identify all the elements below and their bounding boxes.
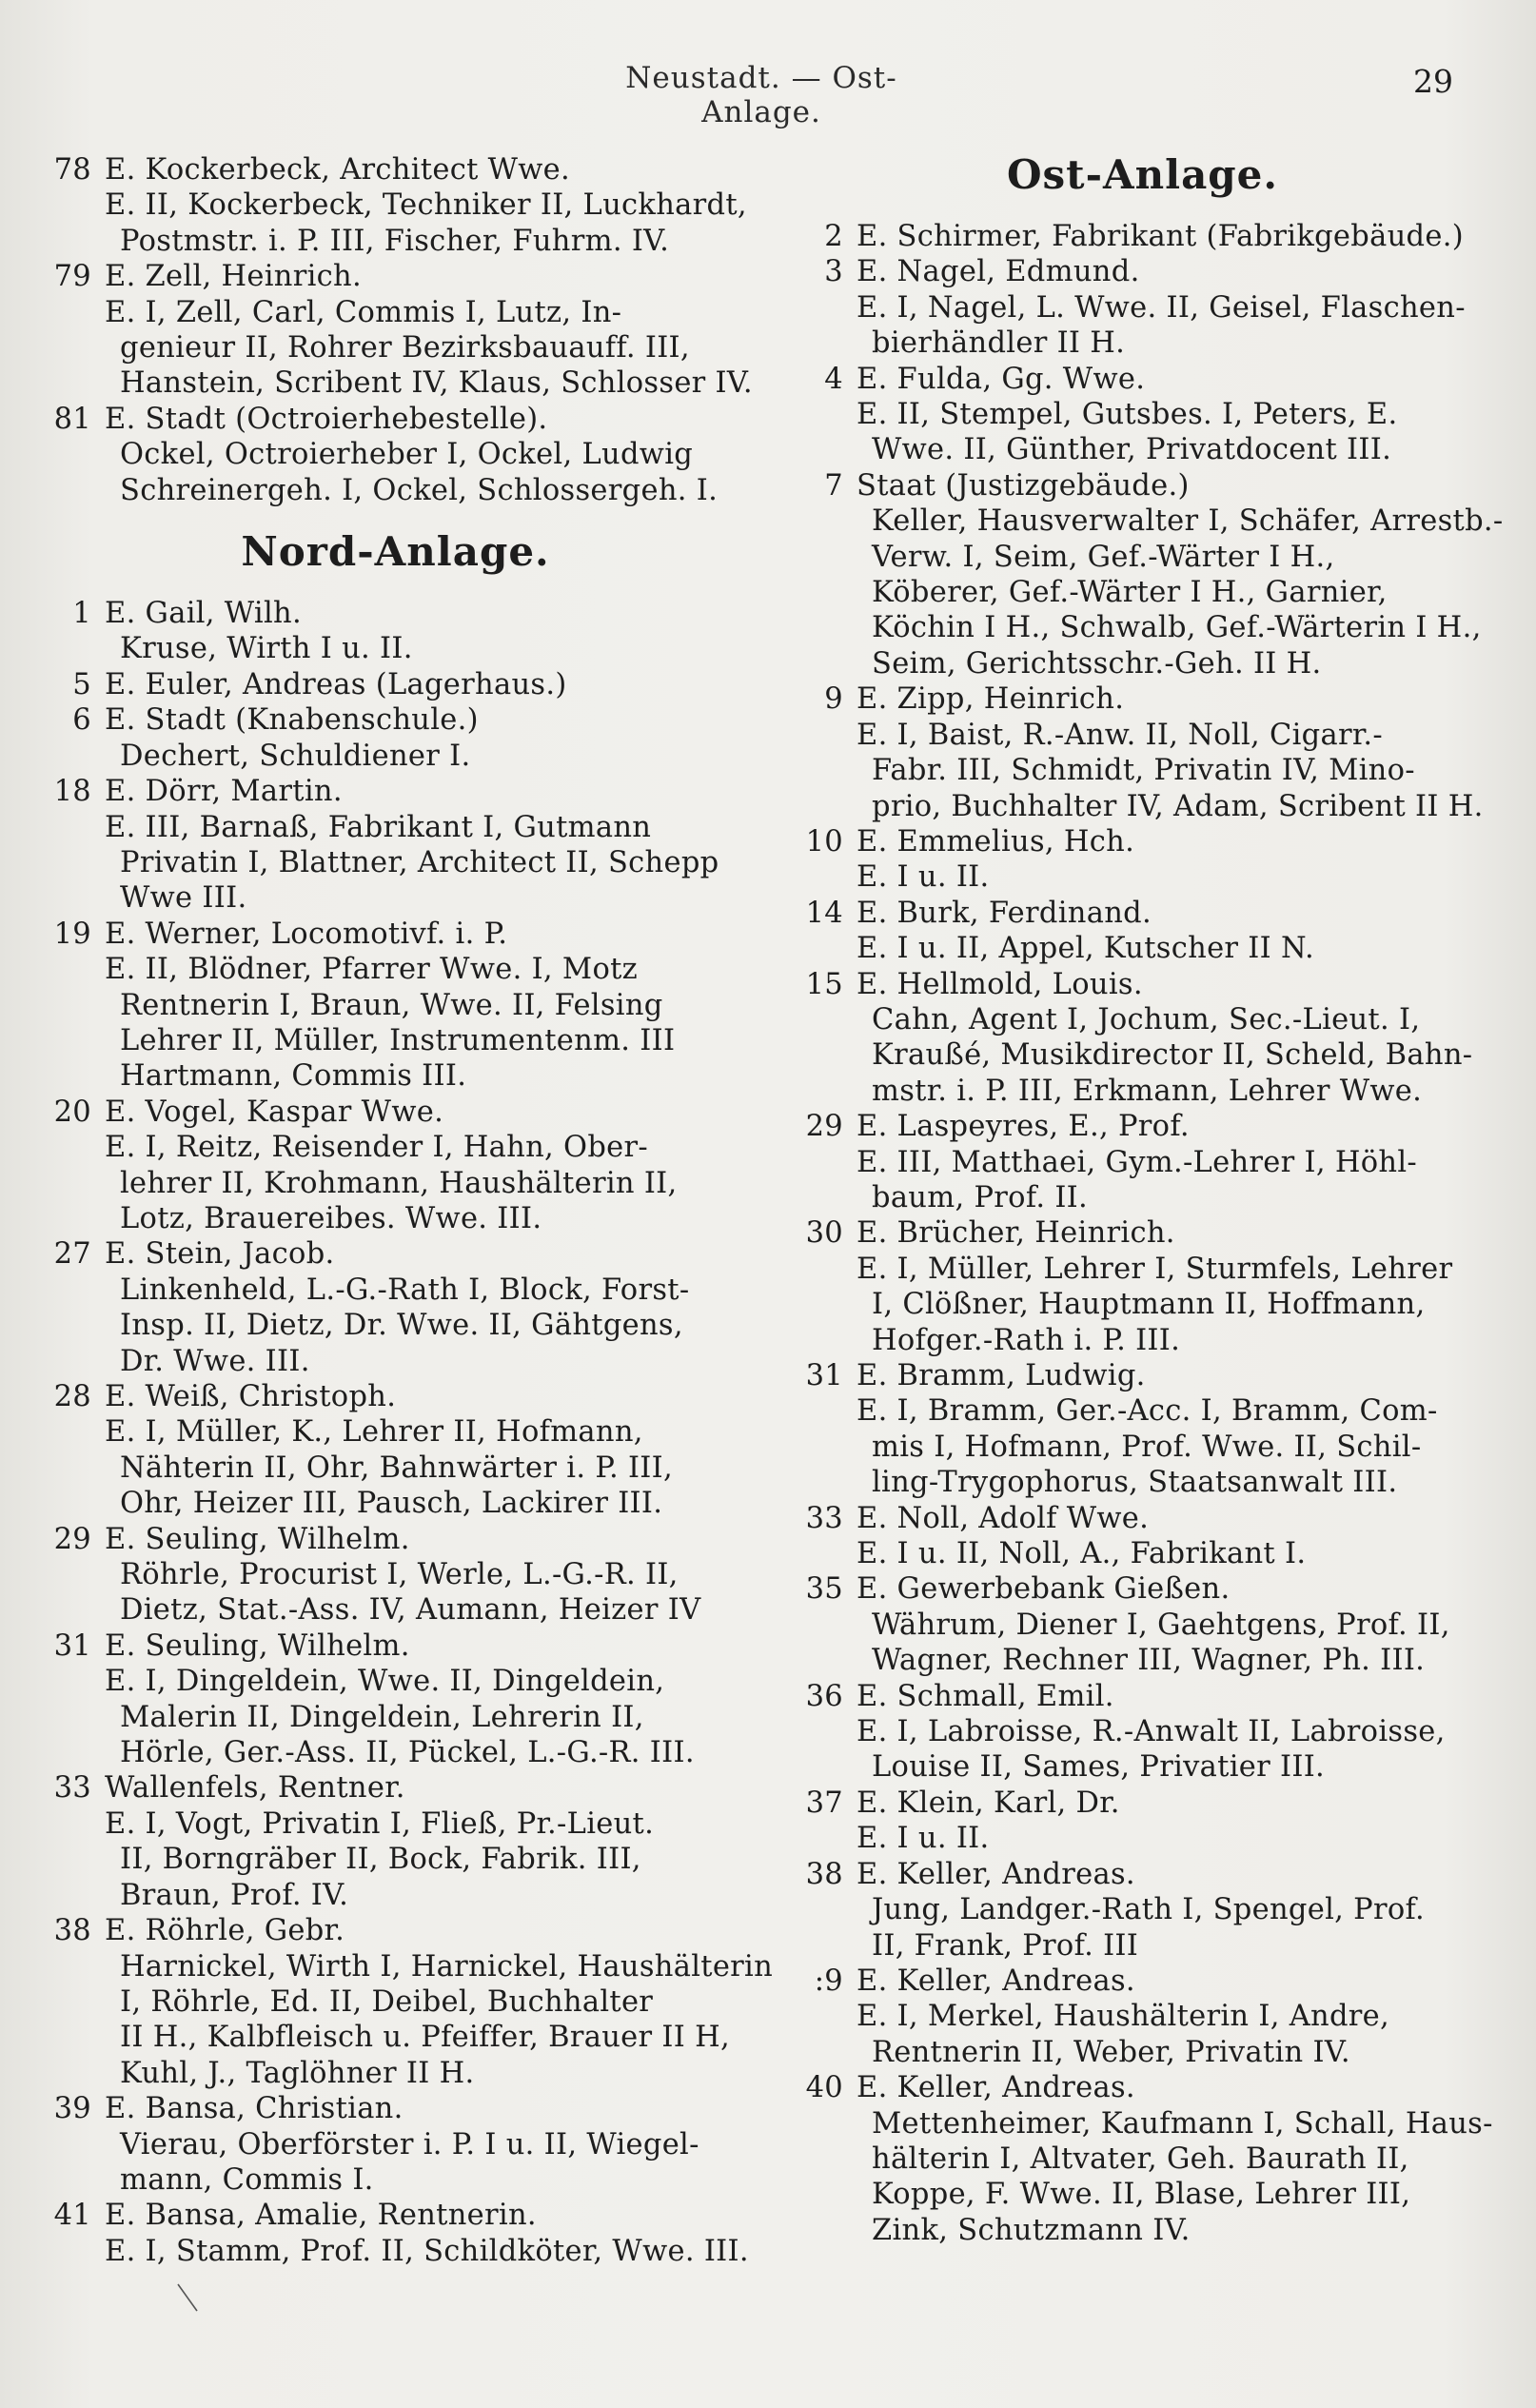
directory-entry [798,1999,1487,2070]
entry-line: Malerin II, Dingeldein, Lehrerin II, [120,1700,644,1734]
directory-entry [46,1379,745,1414]
directory-entry [798,254,1487,289]
entry-line: E. I, Nagel, L. Wwe. II, Geisel, Flaschen- [857,290,1466,325]
entry-line: E. I u. II, Appel, Kutscher II N. [857,932,1315,966]
entry-line: ling-Trygophorus, Staatsanwalt III. [872,1466,1398,1500]
entry-line: E. Stadt (Octroierhebestelle). [105,402,548,436]
entry-line: E. II, Stempel, Gutsbes. I, Peters, E. [857,398,1398,432]
section-heading-nord-anlage: Nord-Anlage. [241,528,550,576]
left-column [46,152,774,2269]
entry-line: E. Bansa, Amalie, Rentnerin. [105,2199,537,2233]
entry-line: E. Bansa, Christian. [105,2092,404,2126]
house-number: 40 [805,2071,843,2105]
entry-line: E. III, Barnaß, Fabrikant I, Gutmann [105,810,652,844]
directory-entry [46,188,745,259]
house-number: 39 [53,2092,91,2126]
directory-entry [46,810,745,917]
entry-line: Hanstein, Scribent IV, Klaus, Schlosser IV. [120,366,753,401]
directory-entry [798,1252,1487,1358]
directory-entry [46,952,745,1095]
directory-list-top [46,152,753,508]
entry-line: Kruse, Wirth I u. II. [120,632,413,666]
directory-entry [46,295,753,402]
entry-line: E. Seuling, Wilhelm. [105,1628,410,1663]
entry-line: E. I, Bramm, Ger.-Acc. I, Bramm, Com- [857,1394,1438,1429]
entry-line: E. I, Zell, Carl, Commis I, Lutz, In- [105,295,622,329]
right-column [798,151,1504,2248]
entry-line: Koppe, F. Wwe. II, Blase, Lehrer III, [872,2178,1411,2212]
directory-entry [798,1679,1487,1714]
pen-stroke-mark [176,2282,214,2320]
entry-line: mstr. i. P. III, Erkmann, Lehrer Wwe. [872,1074,1423,1108]
entry-line: baum, Prof. II. [872,1180,1089,1214]
entry-line: Insp. II, Dietz, Dr. Wwe. II, Gähtgens, [120,1309,683,1343]
house-number: 14 [805,896,843,930]
entry-line: E. Zell, Heinrich. [105,260,362,294]
entry-line: E. Kockerbeck, Architect Wwe. [105,153,571,187]
house-number: 41 [53,2199,91,2233]
directory-entry [798,824,1487,859]
entry-line: II H., Kalbfleisch u. Pfeiffer, Brauer II H, [120,2021,730,2055]
entry-line: E. I, Müller, K., Lehrer II, Hofmann, [105,1415,643,1450]
entry-line: E. Schirmer, Fabrikant (Fabrikgebäude.) [857,220,1464,253]
directory-entry [46,667,745,702]
entry-line: E. Nagel, Edmund. [857,255,1140,289]
directory-entry [798,896,1487,931]
directory-entry [798,1358,1487,1393]
entry-line: I, Clößner, Hauptmann II, Hoffmann, [872,1288,1426,1322]
house-number: 33 [805,1501,843,1535]
entry-line: E. Hellmold, Louis. [857,967,1143,1001]
entry-line: E. I, Labroisse, R.-Anwalt II, Labroisse, [857,1715,1446,1749]
entry-line: E. Klein, Karl, Dr. [857,1786,1120,1820]
entry-line: E. Fulda, Gg. Wwe. [857,362,1146,396]
entry-line: E. I, Baist, R.-Anw. II, Noll, Cigarr.- [857,718,1384,752]
house-number: 7 [824,468,843,503]
entry-line: E. I, Merkel, Haushälterin I, Andre, [857,2000,1390,2034]
house-number: 19 [53,917,91,951]
house-number: 78 [53,153,91,187]
directory-entry [798,1393,1487,1500]
house-number: 3 [824,255,843,289]
entry-line: Kuhl, J., Taglöhner II H. [120,2056,475,2090]
entry-line: Louise II, Sames, Privatier III. [872,1750,1326,1785]
directory-entry [46,596,745,667]
entry-line: Harnickel, Wirth I, Harnickel, Haushälterin [120,1949,774,1984]
house-number: 5 [72,667,91,701]
directory-entry [798,1145,1487,1216]
directory-entry [46,152,745,188]
entry-line: Braun, Prof. IV. [120,1878,349,1912]
page-number: 29 [1413,63,1453,100]
directory-entry [798,362,1487,397]
page-header [0,61,1536,129]
entry-line: E. Stein, Jacob. [105,1237,335,1272]
entry-line: II, Borngräber II, Bock, Fabrik. III, [120,1843,641,1877]
house-number: 28 [53,1380,91,1413]
entry-line: E. Keller, Andreas. [857,1857,1135,1891]
entry-line: Rentnerin II, Weber, Privatin IV. [872,2035,1350,2069]
entry-line: E. I, Vogt, Privatin I, Fließ, Pr.-Lieut. [105,1806,655,1841]
entry-line: E. Brücher, Heinrich. [857,1216,1175,1251]
house-number: 36 [805,1679,843,1713]
directory-entry [46,1414,745,1521]
entry-line: Fabr. III, Schmidt, Privatin IV, Mino- [872,754,1415,788]
entry-line: Rentnerin I, Braun, Wwe. II, Felsing [120,988,663,1022]
entry-line: prio, Buchhalter IV, Adam, Scribent II H. [872,789,1484,823]
entry-line: Staat (Justizgebäude.) [857,468,1190,503]
entry-line: E. Stadt (Knabenschule.) [105,703,479,738]
entry-line: E. Gail, Wilh. [105,597,302,631]
directory-entry [798,397,1487,468]
entry-line: Köchin I H., Schwalb, Gef.-Wärterin I H., [872,611,1482,645]
directory-entry [798,1501,1487,1536]
entry-line: Ockel, Octroierheber I, Ockel, Ludwig [120,438,694,472]
house-number: 9 [824,682,843,717]
entry-line: Röhrle, Procurist I, Werle, L.-G.-R. II, [120,1558,679,1592]
entry-line: E. I u. II. [857,1822,990,1856]
entry-line: Hartmann, Commis III. [120,1059,467,1094]
directory-entry [798,1964,1487,1999]
entry-line: Dechert, Schuldiener I. [120,739,471,773]
house-number: 6 [72,703,91,738]
entry-line: E. Gewerbebank Gießen. [857,1572,1231,1607]
entry-line: Köberer, Gef.-Wärter I H., Garnier, [872,576,1388,610]
entry-line: lehrer II, Krohmann, Haushälterin II, [120,1166,678,1200]
entry-line: Wwe III. [120,881,247,916]
directory-entry [798,1786,1487,1821]
entry-line: Hofger.-Rath i. P. III. [872,1323,1181,1357]
entry-line: Hörle, Ger.-Ass. II, Pückel, L.-G.-R. III. [120,1736,695,1770]
section-heading-ost-anlage: Ost-Anlage. [1006,151,1279,198]
entry-line: E. Vogel, Kaspar Wwe. [105,1095,444,1129]
directory-entry [46,259,745,294]
entry-line: E. I, Reitz, Reisender I, Hahn, Ober- [105,1131,649,1165]
entry-line: Mettenheimer, Kaufmann I, Schall, Haus- [872,2106,1493,2141]
house-number: 2 [824,220,843,253]
entry-line: Postmstr. i. P. III, Fischer, Fuhrm. IV. [120,224,670,258]
entry-line: E. I, Müller, Lehrer I, Sturmfels, Lehrer [857,1252,1453,1286]
entry-line: I, Röhrle, Ed. II, Deibel, Buchhalter [120,1984,654,2019]
entry-line: mann, Commis I. [120,2162,374,2197]
entry-line: E. Werner, Locomotivf. i. P. [105,917,508,951]
directory-list-ost-anlage [798,219,1504,2248]
entry-line: Keller, Hausverwalter I, Schäfer, Arrestb.- [872,504,1504,539]
entry-line: E. Noll, Adolf Wwe. [857,1501,1150,1535]
house-number: 4 [824,362,843,396]
directory-entry [798,718,1487,824]
entry-line: hälterin I, Altvater, Geh. Baurath II, [872,2142,1409,2176]
directory-entry [46,1095,745,1130]
directory-entry [798,468,1504,681]
entry-line: E. Burk, Ferdinand. [857,896,1152,930]
entry-line: Ohr, Heizer III, Pausch, Lackirer III. [120,1487,663,1521]
entry-line: E. Euler, Andreas (Lagerhaus.) [105,667,567,701]
directory-entry [46,702,745,774]
entry-line: E. Keller, Andreas. [857,2071,1135,2105]
house-number: 18 [53,775,91,809]
house-number: 38 [53,1914,91,1948]
entry-line: Privatin I, Blattner, Architect II, Schepp [120,845,719,879]
entry-line: Wagner, Rechner III, Wagner, Ph. III. [872,1644,1426,1678]
directory-entry [798,967,1487,1110]
house-number: 31 [53,1628,91,1663]
house-number: 30 [805,1216,843,1251]
entry-line: Nähterin II, Ohr, Bahnwärter i. P. III, [120,1451,673,1485]
entry-line: E. I u. II, Noll, A., Fabrikant I. [857,1537,1307,1571]
entry-line: Zink, Schutzmann IV. [872,2213,1191,2247]
entry-line: E. Laspeyres, E., Prof. [857,1110,1190,1144]
entry-line: Wallenfels, Rentner. [105,1771,405,1806]
entry-line: E. Bramm, Ludwig. [857,1359,1146,1392]
house-number: 20 [53,1095,91,1129]
entry-line: E. I u. II. [857,860,990,895]
entry-line: E. II, Blödner, Pfarrer Wwe. I, Motz [105,953,639,987]
entry-line: Schreinergeh. I, Ockel, Schlossergeh. I. [120,473,719,507]
house-number: 1 [72,597,91,631]
directory-entry [798,1109,1487,1144]
directory-entry [798,1714,1487,1786]
entry-line: E. I, Stamm, Prof. II, Schildköter, Wwe. III. [105,2234,749,2268]
directory-entry [46,2234,749,2269]
entry-line: E. Keller, Andreas. [857,1964,1135,1998]
entry-line: E. Röhrle, Gebr. [105,1914,345,1948]
directory-entry [46,1770,745,1806]
entry-line: E. Dörr, Martin. [105,775,343,809]
entry-line: genieur II, Rohrer Bezirksbauauff. III, [120,331,690,365]
entry-line: Dietz, Stat.-Ass. IV, Aumann, Heizer IV [120,1593,701,1628]
entry-line: II, Frank, Prof. III [872,1928,1139,1963]
entry-line: E. Weiß, Christoph. [105,1380,397,1413]
entry-line: bierhändler II H. [872,326,1126,361]
house-number: 27 [53,1237,91,1272]
house-number: 31 [805,1359,843,1392]
directory-entry [798,931,1487,966]
entry-line: E. II, Kockerbeck, Techniker II, Luckhardt, [105,188,747,223]
directory-entry [798,859,1487,895]
directory-entry [798,1821,1487,1856]
entry-line: Dr. Wwe. III. [120,1344,310,1378]
directory-entry [46,2198,745,2233]
directory-entry [798,290,1487,362]
entry-line: mis I, Hofmann, Prof. Wwe. II, Schil- [872,1430,1422,1464]
entry-line: E. Seuling, Wilhelm. [105,1522,410,1556]
house-number: 10 [805,824,843,859]
directory-entry [46,1236,745,1379]
running-title: Neustadt. — Ost-Anlage. [625,61,897,129]
entry-line: E. Schmall, Emil. [857,1679,1114,1713]
directory-entry [46,2091,745,2198]
entry-line: Linkenheld, L.-G.-Rath I, Block, Forst- [120,1273,690,1307]
entry-line: E. III, Matthaei, Gym.-Lehrer I, Höhl- [857,1145,1418,1179]
directory-entry [798,1536,1487,1571]
directory-entry [46,402,745,508]
house-number: 38 [805,1857,843,1891]
entry-line: E. Emmelius, Hch. [857,824,1135,859]
directory-list-nord-anlage [46,596,774,2269]
directory-entry [798,2070,1493,2248]
entry-line: Seim, Gerichtsschr.-Geh. II H. [872,646,1322,681]
entry-line: E. Zipp, Heinrich. [857,682,1125,717]
directory-entry [46,1522,745,1628]
entry-line: Währum, Diener I, Gaehtgens, Prof. II, [872,1608,1450,1642]
entry-line: Cahn, Agent I, Jochum, Sec.-Lieut. I, [872,1002,1421,1036]
entry-line: Wwe. II, Günther, Privatdocent III. [872,433,1392,467]
house-number: 29 [805,1110,843,1144]
directory-entry [798,681,1487,717]
directory-entry [798,1857,1487,1964]
directory-entry [798,1215,1487,1251]
entry-line: Kraußé, Musikdirector II, Scheld, Bahn- [872,1038,1473,1073]
house-number: 35 [805,1572,843,1607]
entry-line: Verw. I, Seim, Gef.-Wärter I H., [872,540,1335,574]
directory-entry [46,1913,774,2091]
directory-entry [798,1571,1487,1678]
house-number: :9 [814,1964,843,1998]
entry-line: Jung, Landger.-Rath I, Spengel, Prof. [872,1893,1426,1927]
directory-entry [46,1130,745,1236]
house-number: 37 [805,1786,843,1820]
house-number: 33 [53,1771,91,1806]
directory-entry [46,917,745,952]
directory-entry [46,1664,745,1770]
directory-entry [46,774,745,809]
entry-line: Vierau, Oberförster i. P. I u. II, Wiegel- [120,2127,699,2161]
entry-line: Lotz, Brauereibes. Wwe. III. [120,1201,542,1235]
house-number: 15 [805,967,843,1001]
house-number: 29 [53,1522,91,1556]
directory-entry [46,1628,745,1664]
directory-entry [798,219,1487,254]
directory-entry [46,1806,745,1913]
house-number: 81 [53,402,91,436]
house-number: 79 [53,260,91,294]
entry-line: Lehrer II, Müller, Instrumentenm. III [120,1023,676,1057]
entry-line: E. I, Dingeldein, Wwe. II, Dingeldein, [105,1665,665,1699]
